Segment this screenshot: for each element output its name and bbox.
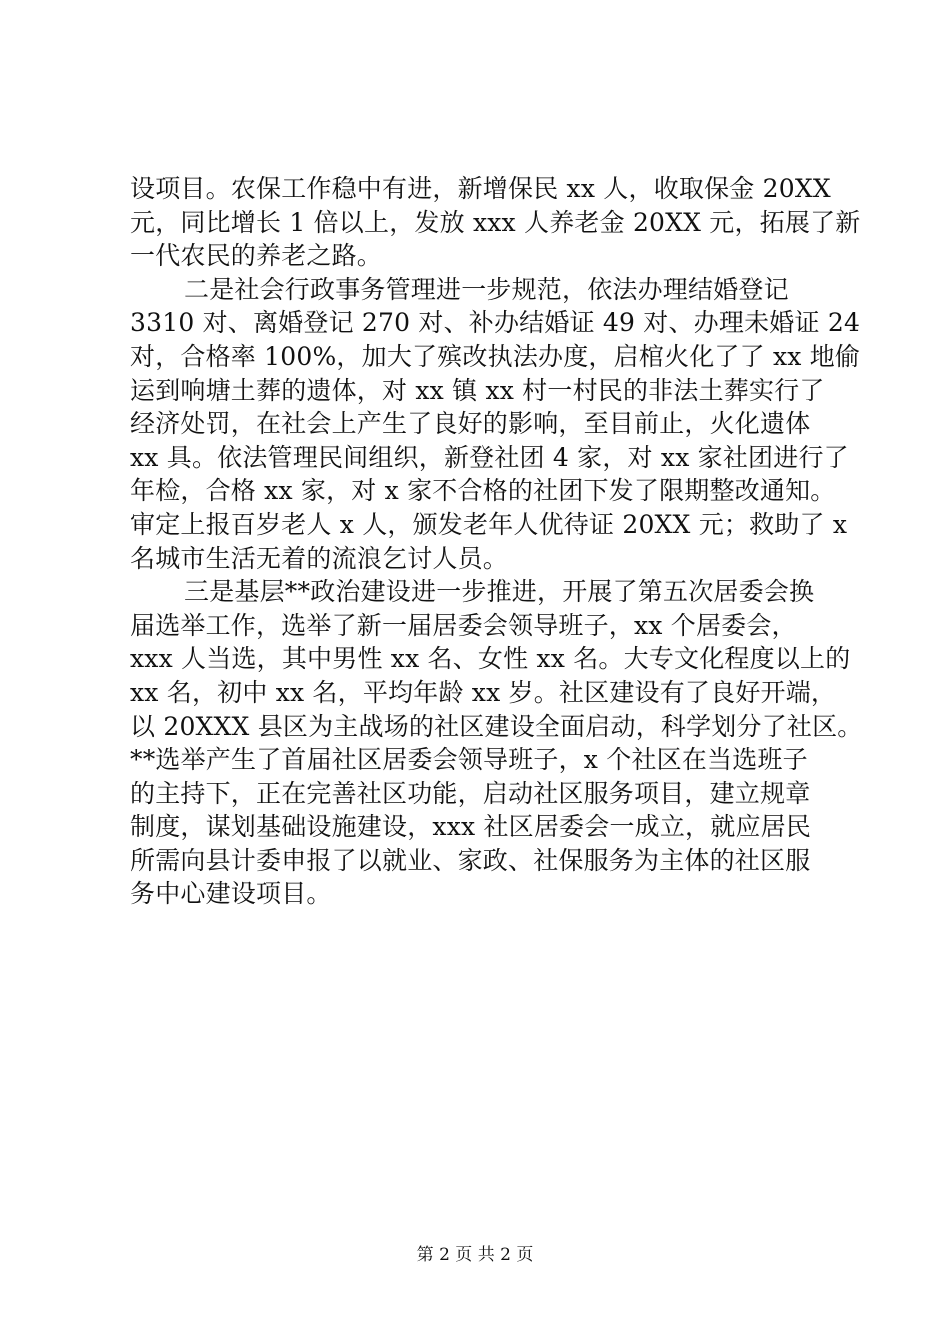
text-line: **选举产生了首届社区居委会领导班子，x 个社区在当选班子 [130, 745, 808, 775]
text-line: 以 20XXX 县区为主战场的社区建设全面启动，科学划分了社区。 [130, 711, 863, 741]
paragraph-1 [130, 172, 860, 273]
paragraph-2 [130, 273, 860, 575]
text-line: 审定上报百岁老人 x 人，颁发老年人优待证 20XX 元；救助了 x [130, 509, 848, 539]
text-line: 经济处罚，在社会上产生了良好的影响，至目前止，火化遗体 [130, 409, 811, 439]
text-line: 二是社会行政事务管理进一步规范，依法办理结婚登记 [184, 274, 789, 304]
text-line: 一代农民的养老之路。 [130, 241, 383, 271]
text-line: 名城市生活无着的流浪乞讨人员。 [130, 543, 509, 573]
text-line: 届选举工作，选举了新一届居委会领导班子，xx 个居委会， [130, 610, 797, 640]
text-line: xx 具。依法管理民间组织，新登社团 4 家，对 xx 家社团进行了 [130, 442, 849, 472]
text-line: 所需向县计委申报了以就业、家政、社保服务为主体的社区服 [130, 845, 811, 875]
text-line: 运到响塘土葬的遗体，对 xx 镇 xx 村一村民的非法土葬实行了 [130, 375, 825, 405]
text-line: 的主持下，正在完善社区功能，启动社区服务项目，建立规章 [130, 778, 811, 808]
paragraph-3 [130, 575, 863, 911]
text-line: 年检，合格 xx 家，对 x 家不合格的社团下发了限期整改通知。 [130, 476, 836, 506]
text-line: 设项目。农保工作稳中有进，新增保民 xx 人，收取保金 20XX [130, 174, 831, 203]
text-line: 3310 对、离婚登记 270 对、补办结婚证 49 对、办理未婚证 24 [130, 308, 861, 338]
page-number-footer: 第 2 页 共 2 页 [416, 1245, 534, 1265]
text-line: 三是基层**政治建设进一步推进，开展了第五次居委会换 [184, 577, 815, 607]
text-line: 对，合格率 100%，加大了殡改执法办度，启棺火化了了 xx 地偷 [130, 341, 861, 371]
text-line: xxx 人当选，其中男性 xx 名、女性 xx 名。大专文化程度以上的 [130, 644, 851, 674]
text-line: xx 名，初中 xx 名，平均年龄 xx 岁。社区建设有了良好开端， [130, 677, 837, 707]
text-line: 元，同比增长 1 倍以上，发放 xxx 人养老金 20XX 元，拓展了新 [130, 207, 861, 237]
text-line: 务中心建设项目。 [130, 879, 332, 909]
document-body [130, 172, 863, 911]
text-line: 制度，谋划基础设施建设，xxx 社区居委会一成立，就应居民 [130, 812, 812, 842]
